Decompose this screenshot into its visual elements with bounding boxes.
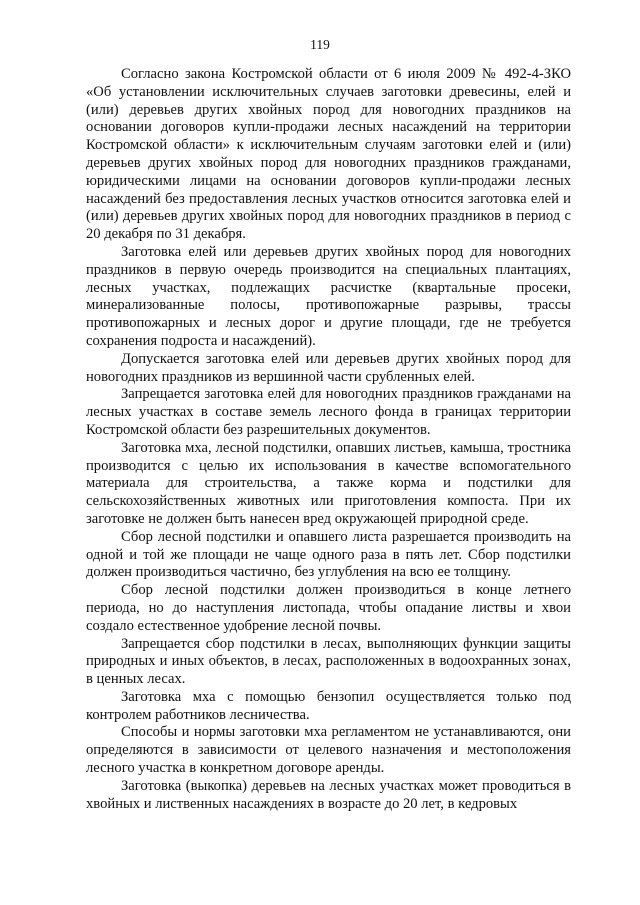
paragraph-moss-litter-harvest: Заготовка мха, лесной подстилки, опавших листьев, камыша, тростника производится с целью их использования в качестве вспомогательного материала для строительства, а также корма и подстилки для сельскохозяйственных животных или приготовления компоста. При их заготовке не должен быть нанесен вред окружающей природной среде. (86, 439, 571, 527)
paragraph-law-reference: Согласно закона Костромской области от 6 июля 2009 № 492-4-ЗКО «Об установлении исключительных случаев заготовки древесины, елей и (или) деревьев других хвойных пород для новогодних праздников на основании договоров купли-продажи лесных насаждений на территории Костромской области» к исключительным случаям заготовки елей и (или) деревьев других хвойных пород для новогодних праздников гражданами, юридическими лицами на основании договоров купли-продажи лесных насаждений без предоставления лесных участков относится заготовка елей и (или) деревьев других хвойных пород для новогодних праздников в период с 20 декабря по 31 декабря. (86, 66, 571, 243)
paragraph-moss-chainsaw: Заготовка мха с помощью бензопил осуществляется только под контролем работников лесничества. (86, 688, 571, 723)
paragraph-treetop-harvest: Допускается заготовка елей или деревьев других хвойных пород для новогодних праздников из вершинной части срубленных елей. (86, 350, 571, 385)
paragraph-litter-collection-prohibition: Запрещается сбор подстилки в лесах, выполняющих функции защиты природных и иных объектов, в лесах, расположенных в водоохранных зонах, в ценных лесах. (86, 635, 571, 688)
document-body (86, 66, 571, 813)
paragraph-litter-collection-timing: Сбор лесной подстилки должен производиться в конце летнего периода, но до наступления листопада, чтобы опадание листвы и хвои создало естественное удобрение лесной почвы. (86, 582, 571, 634)
page-number: 119 (310, 37, 330, 52)
paragraph-christmas-tree-harvest-locations: Заготовка елей или деревьев других хвойных пород для новогодних праздников в первую очередь производится на специальных плантациях, лесных участках, подлежащих расчистке (квартальные просеки, минерализованные полосы, противопожарные разрывы, трассы противопожарных и лесных дорог и другие площади, где не требуется сохранения подроста и насаждений). (86, 243, 571, 349)
paragraph-tree-digging: Заготовка (выкопка) деревьев на лесных участках может проводиться в хвойных и лиственных насаждениях в возрасте до 20 лет, в кедровых (86, 777, 571, 812)
paragraph-moss-harvest-norms: Способы и нормы заготовки мха регламентом не устанавливаются, они определяются в зависимости от целевого назначения и местоположения лесного участка в конкретном договоре аренды. (86, 724, 571, 777)
paragraph-litter-collection-frequency: Сбор лесной подстилки и опавшего листа разрешается производить на одной и той же площади не чаще одного раза в пять лет. Сбор подстилки должен производиться частично, без углубления на всю ее толщину. (86, 528, 571, 581)
paragraph-harvest-prohibition: Запрещается заготовка елей для новогодних праздников гражданами на лесных участках в составе земель лесного фонда в границах территории Костромской области без разрешительных документов. (86, 386, 571, 438)
